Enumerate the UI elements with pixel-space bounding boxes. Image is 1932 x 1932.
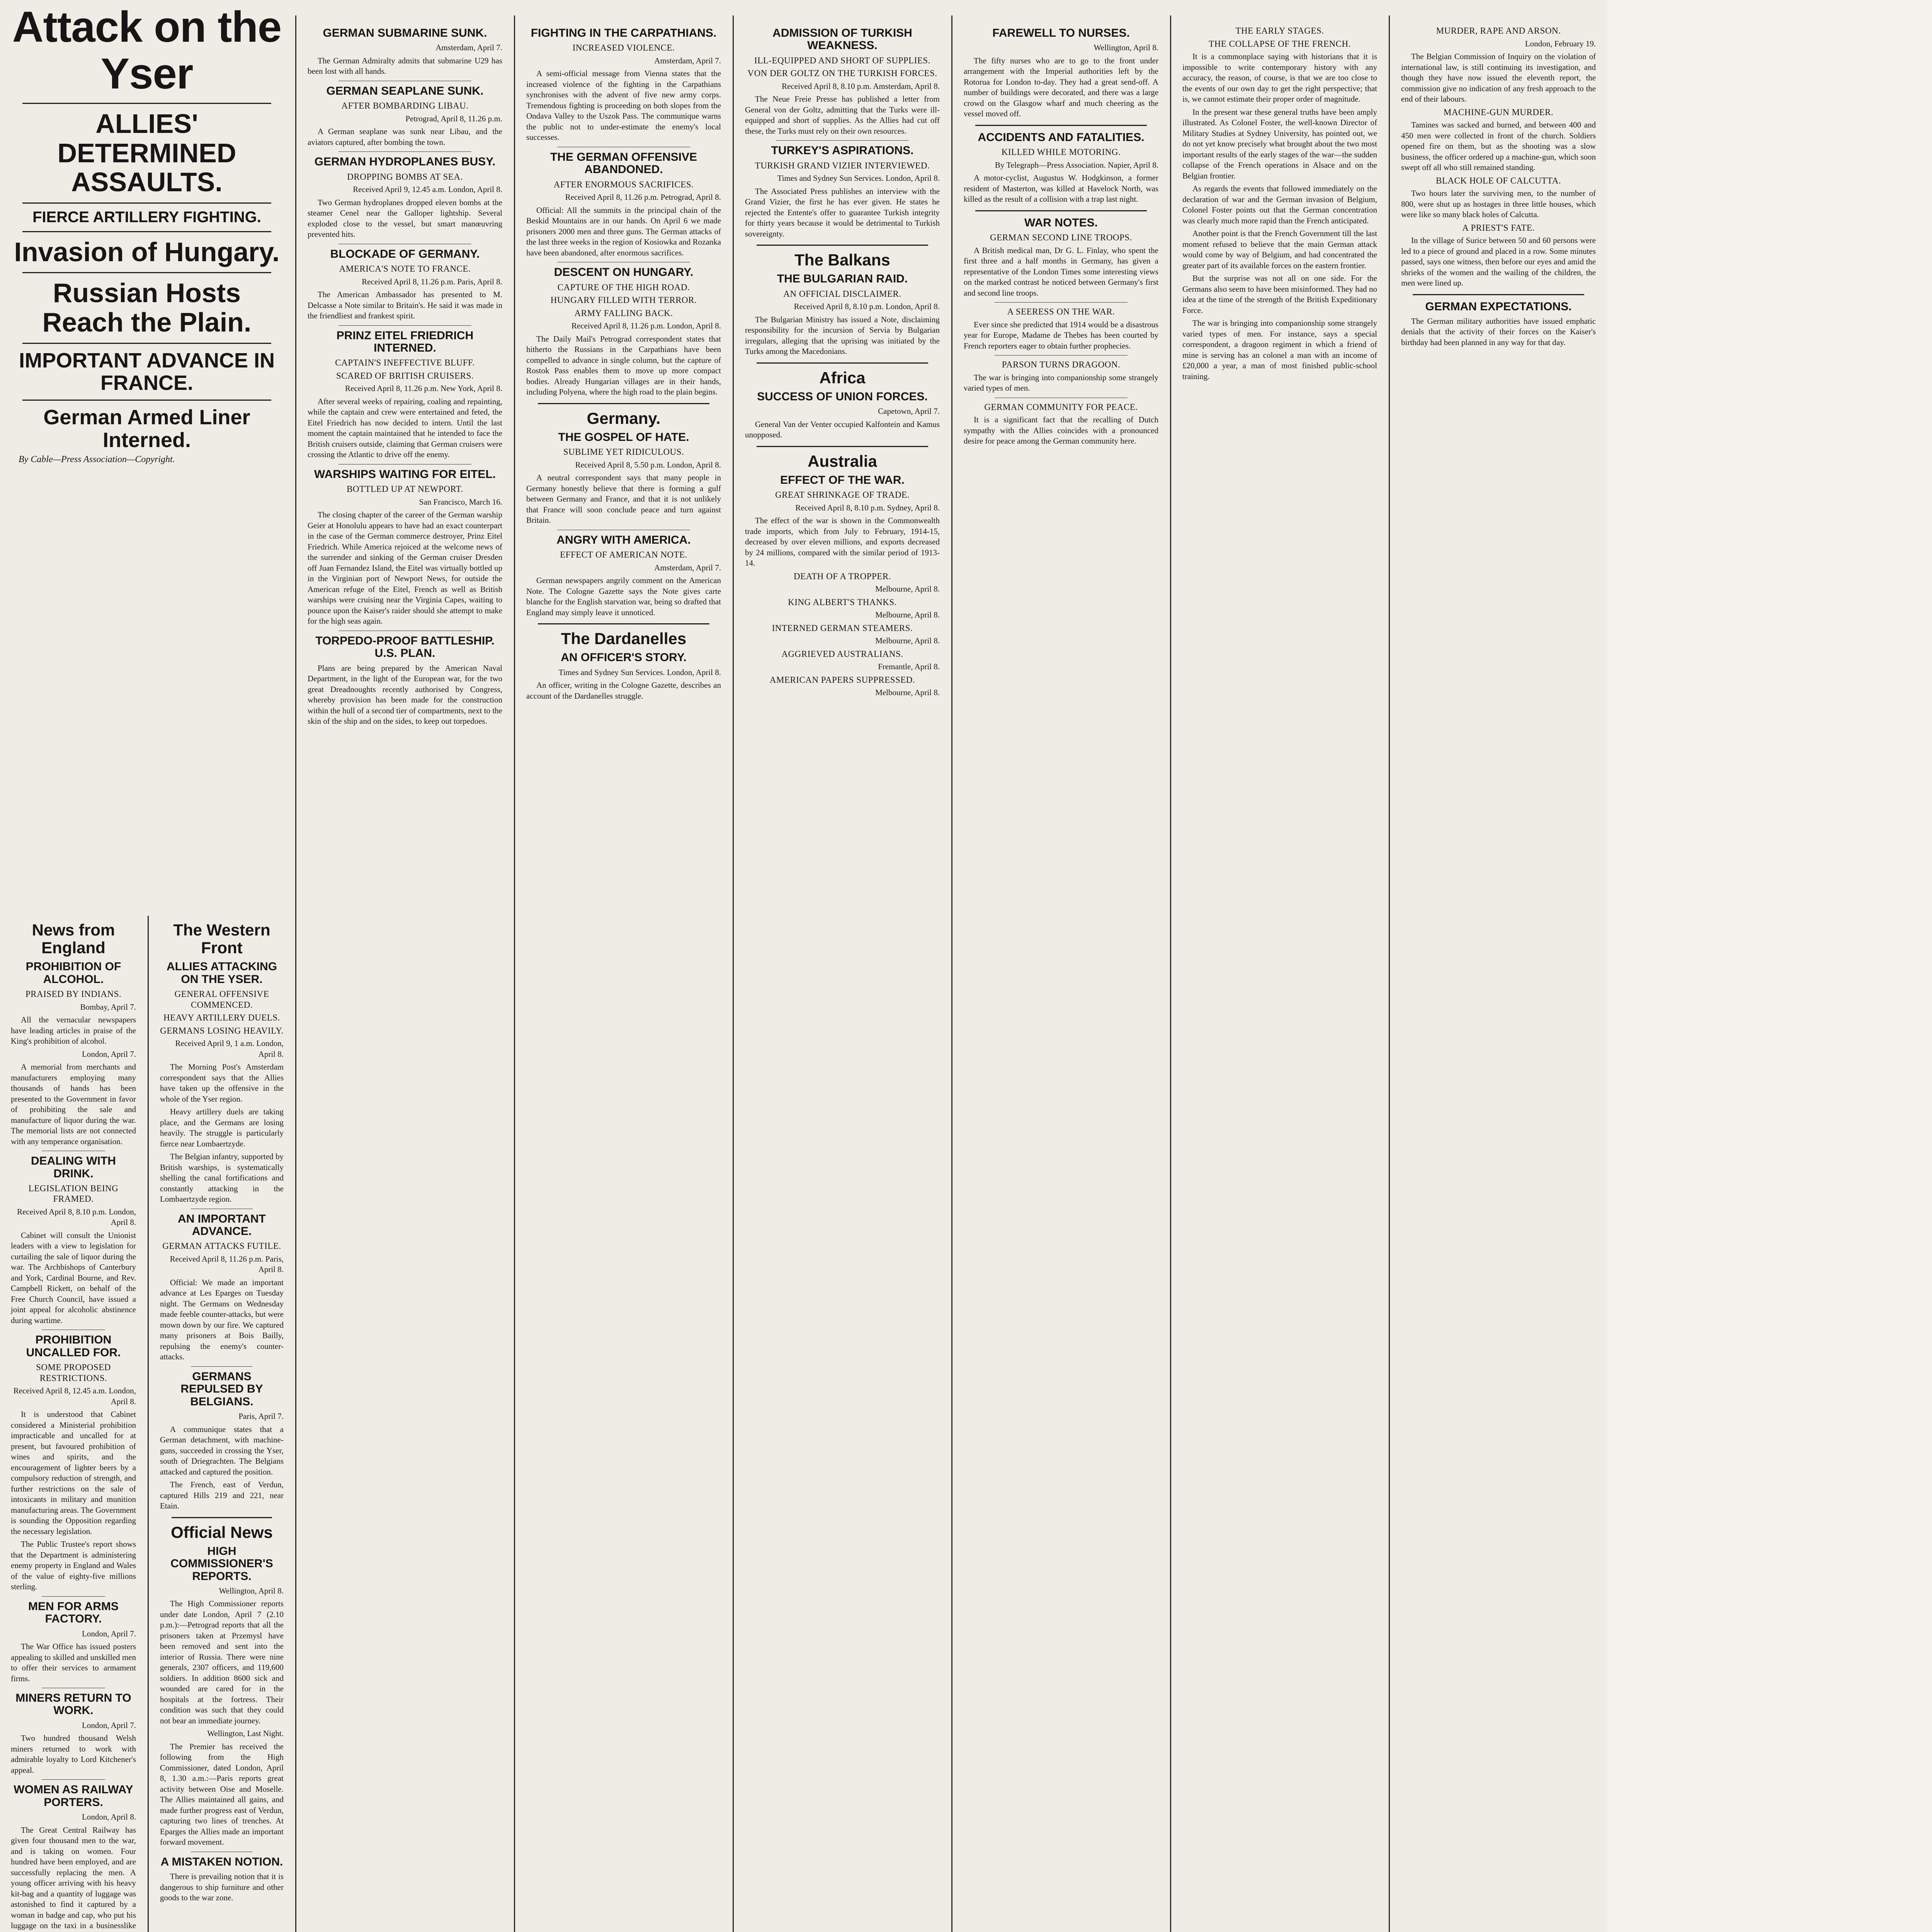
subheading: INCREASED VIOLENCE. [572, 43, 675, 53]
column-separator [951, 15, 952, 1932]
rule [757, 362, 928, 364]
headline-france: IMPORTANT ADVANCE IN FRANCE. [19, 349, 275, 395]
subheading: ILL-EQUIPPED AND SHORT OF SUPPLIES. [754, 55, 930, 65]
headline: THE GERMAN OFFENSIVE ABANDONED. [550, 150, 697, 176]
rule [22, 272, 271, 273]
paragraph: The Associated Press publishes an interview with the Grand Vizier, the first he has ever given. He states he rejected the Entente's offer to guarantee Turkish integrity for thirty years because it would be detrimental to Turkish sovereignty. [745, 186, 940, 238]
paragraph: A neutral correspondent says that many people in Germany honestly believe that there is forming a gulf between Germany and France, and that it is not unlikely that France will soon conclude peace and turn against Britain. [526, 473, 721, 525]
paragraph: There is prevailing notion that it is dangerous to ship furniture and other goods to the war zone. [160, 1872, 284, 1903]
divider [776, 140, 909, 141]
paragraph: A motor-cyclist, Augustus W. Hodgkinson, a former resident of Masterton, was killed at Havelock North, was killed as the result of a collision with a trap last night. [964, 173, 1158, 204]
subheading: AN OFFICIAL DISCLAIMER. [783, 289, 901, 299]
subheading: PARSON TURNS DRAGOON. [1002, 360, 1121, 370]
dateline: San Francisco, March 16. [419, 497, 502, 507]
byline: By Cable—Press Association—Copyright. [19, 454, 175, 464]
dateline: Times and Sydney Sun Services. London, April 8. [558, 667, 721, 677]
headline: FAREWELL TO NURSES. [992, 27, 1130, 39]
headline: GERMAN SUBMARINE SUNK. [323, 27, 487, 39]
subheading: MACHINE-GUN MURDER. [1443, 107, 1554, 117]
headline: GERMAN EXPECTATIONS. [1425, 300, 1572, 313]
paragraph: In the present war these general truths have been amply illustrated. As Colonel Foster, the well-known Director of Military Studies at Sydney University, has pointed out, we do not yet know precisely what brought about the two most important results of the early stages of the war—the sudden collapse of the French operations in Alsace and on the Belgian frontier. [1182, 107, 1377, 180]
paragraph: Plans are being prepared by the American Naval Department, in the light of the European war, for the two great Dreadnoughts recently authorised by Congress, whereby provision has been made for the construction within the hull of a second tier of compartments, next to the skin of the ship and on the sides, to keep out torpedoes. [308, 663, 502, 726]
headline: TURKEY'S ASPIRATIONS. [771, 144, 914, 157]
paragraph: An officer, writing in the Cologne Gazette, describes an account of the Dardanelles struggle. [526, 680, 721, 701]
dateline: By Telegraph—Press Association. Napier, April 8. [995, 160, 1158, 170]
rule [757, 446, 928, 447]
headline: ANGRY WITH AMERICA. [556, 533, 691, 546]
divider [995, 302, 1128, 303]
headline: TORPEDO-PROOF BATTLESHIP. U.S. PLAN. [315, 634, 495, 660]
paragraph: The Belgian Commission of Inquiry on the violation of international law, is still continuing its investigation, and though they have now issued the eleventh report, the commission give no indication of any fresh approach to the end of their labours. [1401, 52, 1596, 104]
section-title: Official News [171, 1523, 273, 1541]
paragraph: Ever since she predicted that 1914 would be a disastrous year for Europe, Madame de Thebes has been courted by French reporters eager to obtain further prophecies. [964, 320, 1158, 350]
paragraph: The Morning Post's Amsterdam correspondent says that the Allies have taken up the offensive in the whole of the Yser region. [160, 1062, 284, 1104]
headline: WOMEN AS RAILWAY PORTERS. [14, 1783, 133, 1809]
dateline: Received April 9, 1 a.m. London, April 8. [175, 1039, 284, 1059]
headline: AN IMPORTANT ADVANCE. [178, 1212, 266, 1238]
rule [22, 231, 271, 232]
paragraph: The war is bringing into companionship some strangely varied types of men. [964, 372, 1158, 393]
paragraph: As regards the events that followed immediately on the declaration of war and the German invasion of Belgium, Colonel Foster points out that the German concentration was clearly much more rapid than the French anticipated. [1182, 184, 1377, 225]
section-title: The Dardanelles [561, 629, 687, 648]
rule [22, 103, 271, 104]
column-naval [297, 23, 513, 1932]
paragraph: The Belgian infantry, supported by British warships, is systematically shelling the canal fortifications and constantly attacking in the Lombaertzyde region. [160, 1152, 284, 1204]
dateline: Received April 8, 8.10 p.m. London, April 8. [17, 1207, 136, 1227]
paragraph: German newspapers angrily comment on the American Note. The Cologne Gazette says the Note gives carte blanche for the English starvation war, being so drafted that England may simply leave it unnoticed. [526, 576, 721, 617]
headline: ACCIDENTS AND FATALITIES. [978, 131, 1145, 144]
paragraph: Another point is that the French Government till the last moment refused to believe that the main German attack would come by way of Belgium, and had concentrated the greater part of its available forces on the eastern frontier. [1182, 229, 1377, 270]
paragraph: The Public Trustee's report shows that the Department is administering enemy property in England and Wales of the value of eighty-five millions sterling. [11, 1539, 136, 1592]
subheading: SCARED OF BRITISH CRUISERS. [336, 371, 474, 381]
subheading: THE EARLY STAGES. [1235, 26, 1324, 36]
rule [975, 210, 1147, 211]
headline-artillery: FIERCE ARTILLERY FIGHTING. [32, 208, 261, 226]
paragraph: The Premier has received the following from the High Commissioner, dated London, April 8, 1.30 a.m.:—Paris reports great activity between Oise and Moselle. The Allies maintained all gains, and made further progress east of Verdun, capturing two lines of trenches. At Eparges the Allies made an important forward movement. [160, 1742, 284, 1847]
dateline: Petrograd, April 8, 11.26 p.m. [405, 114, 502, 123]
column-separator [148, 916, 149, 1932]
main-headline: Attack on the Yser [12, 4, 282, 98]
paragraph: The Neue Freie Presse has published a letter from General von der Goltz, admitting that the Turks were ill-equipped and short of supplies. As the Allies had cut off these, the Turks must rely on their own resources. [745, 94, 940, 136]
rule [1413, 294, 1584, 295]
headline-liner: German Armed Liner Interned. [43, 406, 250, 452]
column-local [953, 23, 1169, 1932]
dateline: Received April 8, 11.26 p.m. Paris, April 8. [362, 277, 502, 286]
paragraph: The Daily Mail's Petrograd correspondent states that hitherto the Russians in the Carpathians have been compelled to advance in single column, but the capture of Rostok Pass enables them to move up more compact bodies. Already Hungarian villages are in their hands, including Polyena, where the high road to the plain begins. [526, 334, 721, 397]
subheading: A PRIEST'S FATE. [1462, 223, 1535, 233]
dateline: Times and Sydney Sun Services. London, April 8. [777, 173, 940, 183]
subheading: GERMAN COMMUNITY FOR PEACE. [984, 402, 1138, 412]
headline: PROHIBITION OF ALCOHOL. [26, 960, 121, 986]
paragraph: Two hours later the surviving men, to the number of 800, were shut up as hostages in three little houses, which were like so many black holes of Calcutta. [1401, 189, 1596, 219]
column-separator [733, 15, 734, 1932]
paragraph: Cabinet will consult the Unionist leaders with a view to legislation for curtailing the sale of liquor during the war. The Archbishops of Canterbury and York, Cardinal Bourne, and Rev. Campbell Rickett, on behalf of the Free Church Council, have issued a joint appeal for alcoholic abstinence during wartime. [11, 1230, 136, 1325]
rule [538, 403, 709, 404]
subheading: AMERICAN PAPERS SUPPRESSED. [769, 675, 915, 685]
subheading: GERMANS LOSING HEAVILY. [160, 1026, 284, 1036]
dateline: Received April 8, 11.26 p.m. New York, April 8. [345, 384, 502, 393]
subheading: THE COLLAPSE OF THE FRENCH. [1209, 39, 1351, 49]
column-england [0, 916, 147, 1932]
section-title: The Western Front [173, 921, 270, 957]
headline: PRINZ EITEL FRIEDRICH INTERNED. [336, 329, 474, 354]
dateline: Melbourne, April 8. [875, 584, 940, 594]
subheading: AFTER ENORMOUS SACRIFICES. [553, 179, 694, 189]
paragraph: The French, east of Verdun, captured Hills 219 and 221, near Etain. [160, 1480, 284, 1511]
dateline: Received April 8, 8.10 p.m. Sydney, April 8. [795, 503, 940, 512]
rule [975, 125, 1147, 126]
paragraph: A memorial from merchants and manufacturers employing many thousands of hands has been presented to the Government in favor of prohibiting the sale and manufacture of liquor during the war. The memorial lists are not connected with any temperance organisation. [11, 1062, 136, 1146]
dateline: Melbourne, April 8. [875, 688, 940, 697]
dateline: Received April 9, 12.45 a.m. London, April 8. [353, 185, 502, 194]
headline: THE BULGARIAN RAID. [777, 272, 908, 286]
column-western-front [149, 916, 294, 1932]
paragraph: Official: All the summits in the principal chain of the Beskid Mountains are in our hands. On April 6 we made prisoners 2000 men and three guns. The German attacks of the last three weeks in the region of Kosiowka and Rozanka have been abandoned, after enormous sacrifices. [526, 205, 721, 257]
paragraph: The American Ambassador has presented to M. Delcasse a Note similar to Britain's. He said it was made in the friendliest and frankest spirit. [308, 290, 502, 321]
paragraph: Two hundred thousand Welsh miners returned to work with admirable loyalty to Lord Kitchener's appeal. [11, 1733, 136, 1775]
column-early-stages [1172, 23, 1388, 1932]
paragraph: Heavy artillery duels are taking place, and the Germans are losing heavily. The struggle is particularly fierce near Lombaertzyde. [160, 1107, 284, 1148]
headline: WAR NOTES. [1024, 216, 1098, 229]
paragraph: The High Commissioner reports under date London, April 7 (2.10 p.m.):—Petrograd reports that all the prisoners taken at Przemysl have been removed and sent into the interior of Russia. There were nine generals, 2307 officers, and 119,600 soldiers. In addition 8600 sick and wounded are cared for in the hospitals at the fortress. Their condition was such that they could not bear an immediate journey. [160, 1599, 284, 1725]
dateline: Bombay, April 7. [80, 1002, 136, 1012]
subheading: KING ALBERT'S THANKS. [788, 597, 897, 607]
dateline: Received April 8, 11.26 p.m. London, April 8. [571, 321, 721, 331]
subheading: SUBLIME YET RIDICULOUS. [563, 447, 684, 457]
paragraph: The German military authorities have issued emphatic denials that the activity of their forces on the Kaiser's birthday had been planned in any way for that day. [1401, 316, 1596, 347]
dateline: Received April 8, 8.10 p.m. Amsterdam, April 8. [782, 81, 940, 91]
column-belgian-report [1390, 23, 1607, 1932]
headline: GERMAN SEAPLANE SUNK. [326, 84, 484, 97]
subheading: GENERAL OFFENSIVE COMMENCED. [174, 989, 269, 1010]
headline: DEALING WITH DRINK. [31, 1155, 116, 1180]
dateline: London, April 7. [82, 1720, 136, 1730]
headline: HIGH COMMISSIONER'S REPORTS. [170, 1544, 273, 1583]
subheading: CAPTURE OF THE HIGH ROAD. [557, 282, 690, 292]
divider [42, 1779, 105, 1780]
paragraph: But the surprise was not all on one side. For the Germans also seem to have been misinformed. They had no idea at the time of the strength of the British Expeditionary Force. [1182, 274, 1377, 315]
subheading: BLACK HOLE OF CALCUTTA. [1436, 175, 1561, 185]
divider [338, 325, 471, 326]
subheading: A SEERESS ON THE WAR. [1007, 307, 1115, 317]
dateline: London, April 8. [82, 1812, 136, 1822]
subheading: AFTER BOMBARDING LIBAU. [341, 101, 469, 111]
headline: EFFECT OF THE WAR. [780, 474, 905, 487]
headline: PROHIBITION UNCALLED FOR. [26, 1333, 121, 1359]
subheading: INTERNED GERMAN STEAMERS. [772, 623, 913, 633]
paragraph: The Bulgarian Ministry has issued a Note, disclaiming responsibility for the incursion of Servia by Bulgarian irregulars, alleging that the uprising was initiated by the Turks among the Macedonians. [745, 315, 940, 356]
divider [191, 1366, 253, 1367]
dateline: Paris, April 7. [238, 1412, 284, 1421]
section-title: News from England [32, 921, 115, 957]
subheading: BOTTLED UP AT NEWPORT. [347, 484, 463, 494]
dateline: London, April 7. [82, 1049, 136, 1059]
subheading: HUNGARY FILLED WITH TERROR. [550, 295, 697, 305]
paragraph: All the vernacular newspapers have leading articles in praise of the King's prohibition of alcohol. [11, 1015, 136, 1046]
headline: FIGHTING IN THE CARPATHIANS. [531, 27, 717, 39]
subheading: GERMAN ATTACKS FUTILE. [162, 1241, 281, 1251]
dateline: Wellington, Last Night. [207, 1729, 284, 1738]
headline-russian: Russian Hosts Reach the Plain. [42, 278, 252, 338]
page-margin [1607, 0, 1932, 1932]
column-separator [1389, 15, 1390, 1932]
paragraph: Tamines was sacked and burned, and between 400 and 450 men were collected in front of the church. Soldiers opened fire on them, but as the shooting was a slow business, the officer ordered up a machine-gun, which soon swept off all who still remained standing. [1401, 120, 1596, 172]
dateline: Capetown, April 7. [878, 406, 940, 416]
column-separator [514, 15, 515, 1932]
rule [757, 245, 928, 246]
divider [42, 1596, 105, 1597]
dateline: Amsterdam, April 7. [435, 43, 502, 53]
section-title: Germany. [587, 409, 661, 427]
headline: BLOCKADE OF GERMANY. [330, 247, 480, 260]
section-title: The Balkans [794, 251, 890, 269]
subheading: CAPTAIN'S INEFFECTIVE BLUFF. [335, 358, 475, 368]
paragraph: The Great Central Railway has given four thousand men to the war, and is taking on women. Four hundred have been employed, and are successfully replacing the men. A young officer arriving with his heavy kit-bag and a quantity of luggage was astonished to find it captured by a woman in badge and cap, who put his luggage on the taxi in a businesslike [11, 1825, 136, 1930]
dateline: Amsterdam, April 7. [654, 56, 721, 65]
headline-invasion: Invasion of Hungary. [14, 236, 280, 267]
paragraph: A British medical man, Dr G. L. Finlay, who spent the first three and a half months in Germany, has given a representative of the London Times some interesting views on the marked contrast he noticed between Germany's first and second line troops. [964, 245, 1158, 298]
paragraph: The war is bringing into companionship some strangely varied types of men. For instance, says a special correspondent, a dragoon regiment in which a friend of mine is serving has an colonel a man with an income of £20,000 a year, a man of most finished public-school training. [1182, 318, 1377, 381]
dateline: Melbourne, April 8. [875, 610, 940, 620]
headline: MINERS RETURN TO WORK. [15, 1692, 131, 1717]
paragraph: It is a commonplace saying with historians that it is impossible to write contemporary history with any accuracy, the reason, of course, is that we are too close to the events of our own day to get the right perspective; that is, we cannot estimate their proper order of magnitude. [1182, 52, 1377, 104]
paragraph: In the village of Surice between 50 and 60 persons were led to a piece of ground and placed in a row. Some minutes passed, says one witness, then before our eyes and amid the shrieks of the women and the wailing of the children, the men were lined up. [1401, 236, 1596, 287]
headline: SUCCESS OF UNION FORCES. [757, 390, 928, 403]
rule [22, 400, 271, 401]
headline-allies: ALLIES' DETERMINED ASSAULTS. [57, 108, 236, 197]
subheading: MURDER, RAPE AND ARSON. [1436, 26, 1561, 36]
paragraph: General Van der Venter occupied Kalfontein and Kamus unopposed. [745, 419, 940, 440]
dateline: Received April 8, 12.45 a.m. London, April 8. [13, 1386, 136, 1406]
dateline: Received April 8, 11.26 p.m. Paris, April 8. [170, 1254, 284, 1274]
paragraph: Two German hydroplanes dropped eleven bombs at the steamer Cenel near the Galloper lightship. Several exploded close to the vessel, but smart manœuvring prevented hits. [308, 197, 502, 239]
paragraph: The German Admiralty admits that submarine U29 has been lost with all hands. [308, 56, 502, 76]
subheading: DEATH OF A TROPPER. [794, 571, 891, 581]
subheading: AMERICA'S NOTE TO FRANCE. [339, 264, 471, 274]
headline: MEN FOR ARMS FACTORY. [28, 1600, 119, 1626]
subheading: GREAT SHRINKAGE OF TRADE. [775, 490, 910, 500]
divider [338, 151, 471, 152]
section-title: Australia [808, 452, 877, 470]
paragraph: Official: We made an important advance at Les Eparges on Tuesday night. The Germans on Wednesday made feeble counter-attacks, but were mown down by our fire. We captured many prisoners at Bois Bailly, repulsing the enemy's counter-attacks. [160, 1277, 284, 1362]
headline: WARSHIPS WAITING FOR EITEL. [314, 468, 496, 481]
column-eastern-front [515, 23, 732, 1932]
subheading: ARMY FALLING BACK. [574, 308, 673, 318]
paragraph: The closing chapter of the career of the German warship Geier at Honolulu appears to have had an exact counterpart in the case of the German commerce destroyer, Prinz Eitel Friedrich. While America rejoiced at the welcome news of the surrender and sinking of the German cruiser Dresden off Juan Fernandez Island, the Eitel was virtually bottled up in the Virginian port of Newport News, for outside the American refuge of the Eitel, French as well as British warships were cruising near the Virginia Capes, waiting to pounce upon the Kaiser's raider should she attempt to make for the high seas again. [308, 510, 502, 626]
dateline: London, February 19. [1525, 39, 1596, 48]
dateline: London, April 7. [82, 1629, 136, 1638]
subheading: TURKISH GRAND VIZIER INTERVIEWED. [755, 160, 930, 170]
dateline: Wellington, April 8. [1094, 43, 1158, 53]
paragraph: A communique states that a German detachment, with machine-guns, succeeded in crossing the Yser, south of Driegrachten. The Belgians attacked and captured the position. [160, 1424, 284, 1476]
headline: THE GOSPEL OF HATE. [558, 430, 689, 444]
column-turkey-balkans [734, 23, 951, 1932]
dateline: Melbourne, April 8. [875, 636, 940, 646]
paragraph: It is understood that Cabinet considered a Ministerial prohibition impracticable and uncalled for at present, but favoured prohibition of wines and spirits, and the encouragement of lighter beers by a compulsory reduction of strength, and further restrictions on the sale of intoxicants in military and munition manufacturing areas. The Government is sounding the Opposition regarding the necessary legislation. [11, 1410, 136, 1536]
subheading: GERMAN SECOND LINE TROOPS. [990, 233, 1132, 243]
subheading: EFFECT OF AMERICAN NOTE. [560, 550, 687, 560]
headline: AN OFFICER'S STORY. [561, 651, 687, 664]
headline: GERMANS REPULSED BY BELGIANS. [180, 1370, 263, 1408]
subheading: DROPPING BOMBS AT SEA. [347, 172, 463, 182]
paragraph: The fifty nurses who are to go to the front under arrangement with the Imperial authorities left by the Rotorua for London to-day. They had a great send-off. A number of buildings were decorated, and there was a large crowd on the Glasgow wharf and much cheering as the vessel moved off. [964, 56, 1158, 119]
rule [22, 343, 271, 344]
dateline: Received April 8, 8.10 p.m. London, April 8. [794, 302, 940, 311]
rule [172, 1517, 272, 1518]
subheading: KILLED WHILE MOTORING. [1001, 147, 1121, 157]
section-title: Africa [819, 368, 866, 387]
headline: ALLIES ATTACKING ON THE YSER. [166, 960, 277, 986]
subheading: PRAISED BY INDIANS. [25, 989, 122, 999]
paragraph: The War Office has issued posters appealing to skilled and unskilled men to offer their services to armament firms. [11, 1642, 136, 1683]
headline: GERMAN HYDROPLANES BUSY. [314, 155, 496, 168]
headline: A MISTAKEN NOTION. [160, 1855, 283, 1868]
paragraph: It is a significant fact that the recalling of Dutch sympathy with the Allies coincides with a pronounced desire for peace among the German community here. [964, 415, 1158, 446]
rule [22, 202, 271, 204]
dateline: Fremantle, April 8. [878, 662, 940, 672]
dateline: Received April 8, 11.26 p.m. Petrograd, April 8. [565, 192, 721, 202]
column-separator [295, 15, 296, 1932]
rule [538, 623, 709, 624]
subheading: HEAVY ARTILLERY DUELS. [163, 1013, 280, 1023]
headline: DESCENT ON HUNGARY. [554, 266, 694, 279]
subheading: AGGRIEVED AUSTRALIANS. [781, 649, 903, 659]
subheading: LEGISLATION BEING FRAMED. [28, 1183, 119, 1204]
dateline: Amsterdam, April 7. [654, 563, 721, 572]
headline: ADMISSION OF TURKISH WEAKNESS. [772, 27, 912, 52]
paragraph: A German seaplane was sunk near Libau, and the aviators captured, after bombing the town. [308, 127, 502, 147]
paragraph: A semi-official message from Vienna states that the increased violence of the fighting in the Carpathians synchronises with the advent of five new army corps. Tremendous fighting is proceeding on both slopes from the Ondava Valley to the Uszok Pass. The communique warns the public not to under-estimate the enemy's local successes. [526, 69, 721, 142]
paragraph: The effect of the war is shown in the Commonwealth trade imports, which from July to February, 1914-15, decreased by over eleven millions, and exports decreased by 24 millions, compared with the similar period of 1913-14. [745, 516, 940, 568]
paragraph: After several weeks of repairing, coaling and repainting, while the captain and crew were entertained and feted, the Eitel Friedrich has now decided to intern. Until the last moment the captain maintained that he intended to face the British cruisers outside, claiming that German cruisers were crossing the Atlantic to drive off the enemy. [308, 396, 502, 459]
column-separator [1170, 15, 1171, 1932]
subheading: SOME PROPOSED RESTRICTIONS. [36, 1362, 111, 1383]
subheading: VON DER GOLTZ ON THE TURKISH FORCES. [747, 68, 937, 78]
dateline: Received April 8, 5.50 p.m. London, April 8. [575, 460, 721, 469]
dateline: Wellington, April 8. [219, 1586, 284, 1595]
